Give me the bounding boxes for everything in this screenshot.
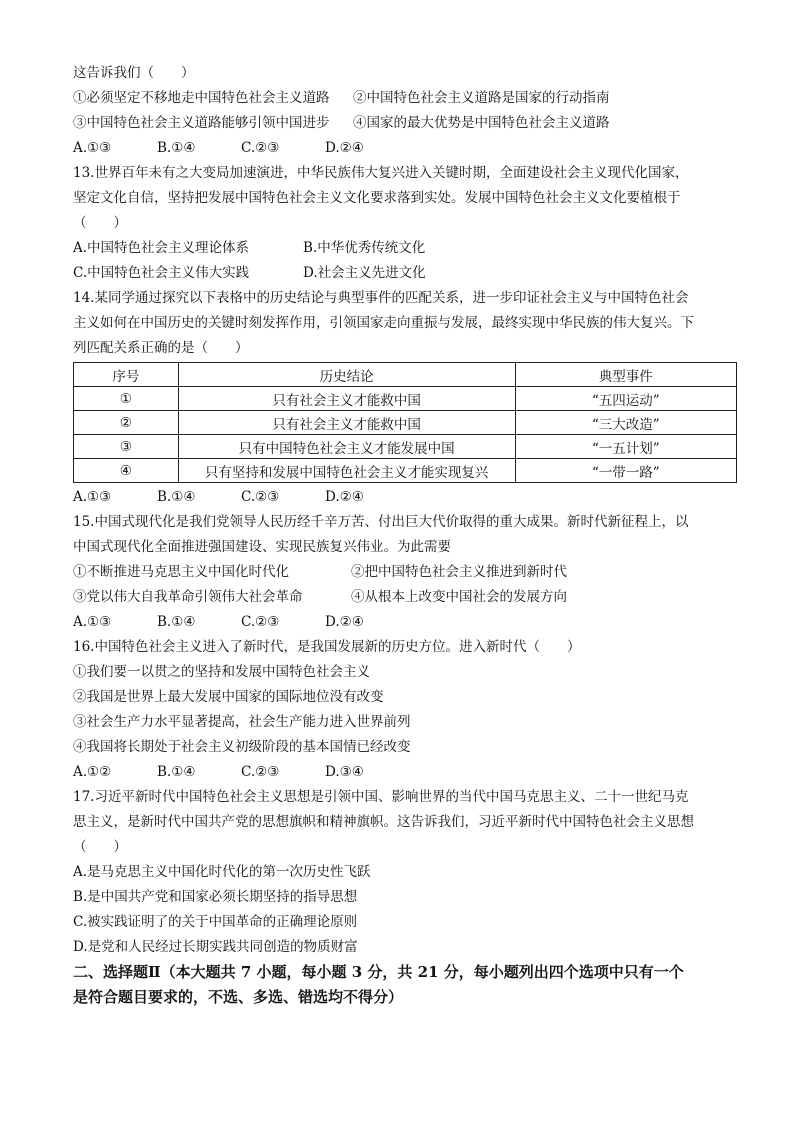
- table-header: 历史结论: [178, 363, 515, 387]
- q16-answer-a: A.①②: [73, 764, 112, 780]
- q17-stem-line: （ ）: [73, 839, 127, 855]
- table-header: 序号: [74, 363, 179, 387]
- q15-option-1: ①不断推进马克思主义中国化时代化: [73, 564, 289, 580]
- q16-option-2: ②我国是世界上最大发展中国家的国际地位没有改变: [73, 689, 384, 705]
- table-row: [74, 435, 737, 459]
- table-row: [74, 387, 737, 411]
- q16-answer-c: C.②③: [241, 764, 280, 780]
- q13-answer-a: A.中国特色社会主义理论体系: [73, 240, 250, 256]
- section-heading-line: 二、选择题Ⅱ（本大题共 7 小题，每小题 3 分，共 21 分，每小题列出四个选项中只有一个: [73, 963, 684, 981]
- q15-answer-b: B.①④: [157, 614, 196, 630]
- q16-stem: 16.中国特色社会主义进入了新时代，是我国发展新的历史方位。进入新时代（ ）: [73, 639, 581, 655]
- q12-answer-d: D.②④: [325, 140, 364, 156]
- table-cell: 只有社会主义才能救中国: [178, 411, 515, 435]
- table-row: [74, 459, 737, 483]
- q12-options-row-2: [73, 111, 737, 136]
- q12-option-3: ③中国特色社会主义道路能够引领中国进步: [73, 115, 330, 131]
- q12-option-4: ④国家的最大优势是中国特色社会主义道路: [353, 115, 610, 131]
- q15-option-4: ④从根本上改变中国社会的发展方向: [351, 589, 567, 605]
- table-cell: “三大改造”: [515, 411, 736, 435]
- exam-page: [73, 61, 737, 1010]
- q12-options-row-1: [73, 86, 737, 111]
- q14-stem-line: 列匹配关系正确的是（ ）: [73, 340, 249, 356]
- q15-stem-line: 中国式现代化全面推进强国建设、实现民族复兴伟业。为此需要: [73, 539, 451, 555]
- q14-stem-line: 14.某同学通过探究以下表格中的历史结论与典型事件的匹配关系，进一步印证社会主义与中国特色社会: [73, 290, 689, 306]
- history-table: [73, 362, 737, 483]
- q12-option-2: ②中国特色社会主义道路是国家的行动指南: [353, 90, 610, 106]
- q16-option-1: ①我们要一以贯之的坚持和发展中国特色社会主义: [73, 664, 370, 680]
- q15-stem-line: 15.中国式现代化是我们党领导人民历经千辛万苦、付出巨大代价取得的重大成果。新时代新征程上，以: [73, 514, 689, 530]
- table-row: [74, 411, 737, 435]
- q12-stem: 这告诉我们（ ）: [73, 65, 195, 81]
- q12-answers: [73, 136, 737, 161]
- table-cell: ①: [74, 387, 179, 411]
- q16-answer-b: B.①④: [157, 764, 196, 780]
- q13-stem-line: 13.世界百年未有之大变局加速演进，中华民族伟大复兴进入关键时期，全面建设社会主义现代化国家，: [73, 165, 689, 181]
- q15-answer-c: C.②③: [241, 614, 280, 630]
- q16-option-4: ④我国将长期处于社会主义初级阶段的基本国情已经改变: [73, 739, 411, 755]
- table-header: 典型事件: [515, 363, 736, 387]
- q17-answer-c: C.被实践证明了的关于中国革命的正确理论原则: [73, 914, 358, 930]
- q15-options-row-1: [73, 560, 737, 585]
- q13-answers-row-1: [73, 236, 737, 261]
- q16-answers: [73, 760, 737, 785]
- q12-option-1: ①必须坚定不移地走中国特色社会主义道路: [73, 90, 330, 106]
- q17-stem-line: 思主义，是新时代中国共产党的思想旗帜和精神旗帜。这告诉我们，习近平新时代中国特色社会主义思想: [73, 814, 694, 830]
- q12-answer-c: C.②③: [241, 140, 280, 156]
- q14-answer-b: B.①④: [157, 489, 196, 505]
- table-cell: ③: [74, 435, 179, 459]
- q17-answer-a: A.是马克思主义中国化时代化的第一次历史性飞跃: [73, 864, 371, 880]
- q12-answer-a: A.①③: [73, 140, 112, 156]
- q14-answer-d: D.②④: [325, 489, 364, 505]
- table-cell: ④: [74, 459, 179, 483]
- q15-option-3: ③党以伟大自我革命引领伟大社会革命: [73, 589, 303, 605]
- q15-answer-d: D.②④: [325, 614, 364, 630]
- table-cell: ②: [74, 411, 179, 435]
- table-cell: “一五计划”: [515, 435, 736, 459]
- q15-options-row-2: [73, 585, 737, 610]
- q13-answer-b: B.中华优秀传统文化: [303, 240, 426, 256]
- table-header-row: [74, 363, 737, 387]
- q14-answers: [73, 485, 737, 510]
- q15-answers: [73, 610, 737, 635]
- q14-answer-a: A.①③: [73, 489, 112, 505]
- q13-stem-line: 坚定文化自信，坚持把发展中国特色社会主义文化要求落到实处。发展中国特色社会主义文化要植根于: [73, 190, 681, 206]
- q16-option-3: ③社会生产力水平显著提高，社会生产能力进入世界前列: [73, 714, 411, 730]
- q15-answer-a: A.①③: [73, 614, 112, 630]
- q17-answer-b: B.是中国共产党和国家必须长期坚持的指导思想: [73, 889, 358, 905]
- table-cell: “五四运动”: [515, 387, 736, 411]
- q16-answer-d: D.③④: [325, 764, 364, 780]
- q14-answer-c: C.②③: [241, 489, 280, 505]
- table-cell: 只有坚持和发展中国特色社会主义才能实现复兴: [178, 459, 515, 483]
- q13-answers-row-2: [73, 261, 737, 286]
- table-cell: 只有社会主义才能救中国: [178, 387, 515, 411]
- q13-stem-line: （ ）: [73, 215, 127, 231]
- q13-answer-d: D.社会主义先进文化: [303, 265, 426, 281]
- q12-answer-b: B.①④: [157, 140, 196, 156]
- q13-answer-c: C.中国特色社会主义伟大实践: [73, 265, 250, 281]
- table-cell: “一带一路”: [515, 459, 736, 483]
- q17-answer-d: D.是党和人民经过长期实践共同创造的物质财富: [73, 939, 358, 955]
- table-cell: 只有中国特色社会主义才能发展中国: [178, 435, 515, 459]
- q14-stem-line: 主义如何在中国历史的关键时刻发挥作用，引领国家走向重振与发展，最终实现中华民族的伟大复兴。下: [73, 315, 694, 331]
- q15-option-2: ②把中国特色社会主义推进到新时代: [351, 564, 567, 580]
- section-heading-line: 是符合题目要求的，不选、多选、错选均不得分）: [73, 988, 404, 1006]
- q17-stem-line: 17.习近平新时代中国特色社会主义思想是引领中国、影响世界的当代中国马克思主义、二十一世纪马克: [73, 789, 689, 805]
